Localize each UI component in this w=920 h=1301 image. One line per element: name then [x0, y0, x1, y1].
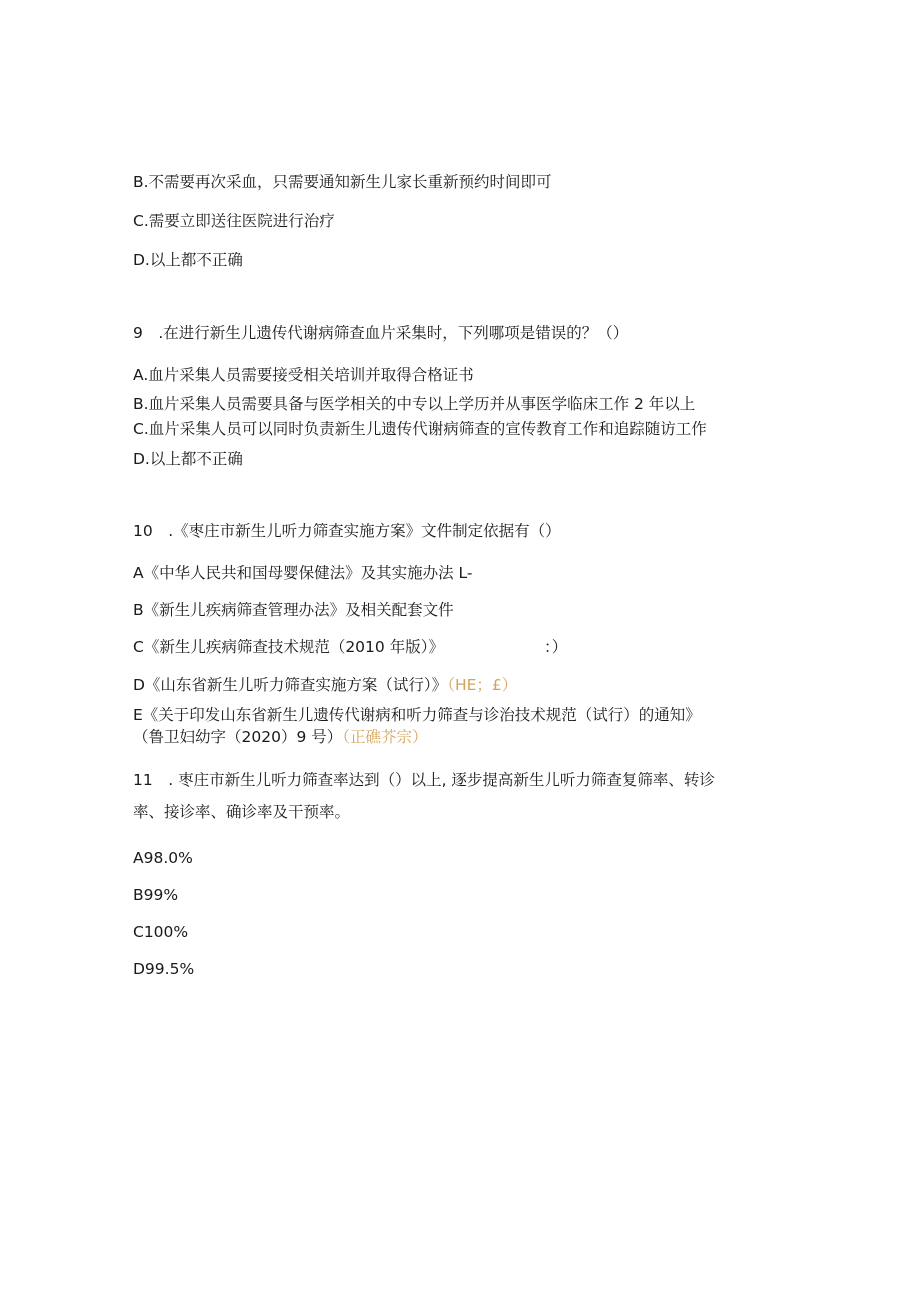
q10-option-e-line1: E《关于印发山东省新生儿遗传代谢病和听力筛查与诊治技术规范（试行）的通知》: [133, 706, 701, 724]
q11-option-b: B99%: [133, 886, 179, 904]
q11-option-d: D99.5%: [133, 960, 195, 978]
q10-option-d: [133, 674, 517, 696]
q10-option-e-text: （鲁卫妇幼字（2020）9 号）: [133, 728, 343, 746]
q10-option-d-note: （HE；£）: [447, 676, 518, 694]
q11-option-a: A98.0%: [133, 849, 193, 867]
q10-option-a: A《中华人民共和国母婴保健法》及其实施办法 L-: [133, 564, 473, 582]
q11-option-c: C100%: [133, 923, 189, 941]
q8-option-c: C.需要立即送往医院进行治疗: [133, 212, 335, 230]
q8-option-d: D.以上都不正确: [133, 251, 243, 269]
q10-option-e-line2: [133, 726, 428, 748]
q10-stem: 10 .《枣庄市新生儿听力筛查实施方案》文件制定依据有（）: [133, 522, 561, 540]
q10-option-d-text: D《山东省新生儿听力筛查实施方案（试行）》: [133, 676, 448, 694]
q10-option-c-text: C《新生儿疾病筛查技术规范（2010 年版）》: [133, 638, 444, 656]
q9-option-a: A.血片采集人员需要接受相关培训并取得合格证书: [133, 366, 474, 384]
q11-stem-line1: 11 . 枣庄市新生儿听力筛查率达到（）以上, 逐步提高新生儿听力筛查复筛率、转诊: [133, 771, 715, 789]
q9-option-c: C.血片采集人员可以同时负责新生儿遗传代谢病筛查的宣传教育工作和追踪随访工作: [133, 420, 707, 438]
q9-option-b: B.血片采集人员需要具备与医学相关的中专以上学历并从事医学临床工作 2 年以上: [133, 395, 696, 413]
q10-option-e-note: （正礁芥宗）: [342, 728, 428, 746]
q11-stem-line2: 率、接诊率、确诊率及干预率。: [133, 803, 351, 821]
q9-stem: 9 .在进行新生儿遗传代谢病筛查血片采集时，下列哪项是错误的？（）: [133, 324, 629, 342]
q9-option-d: D.以上都不正确: [133, 450, 243, 468]
q10-option-c: [133, 636, 567, 658]
q10-option-b: B《新生儿疾病筛查管理办法》及相关配套文件: [133, 601, 454, 619]
q10-option-c-note: ：）: [543, 638, 568, 656]
q8-option-b: B.不需要再次采血，只需要通知新生儿家长重新预约时间即可: [133, 173, 552, 191]
